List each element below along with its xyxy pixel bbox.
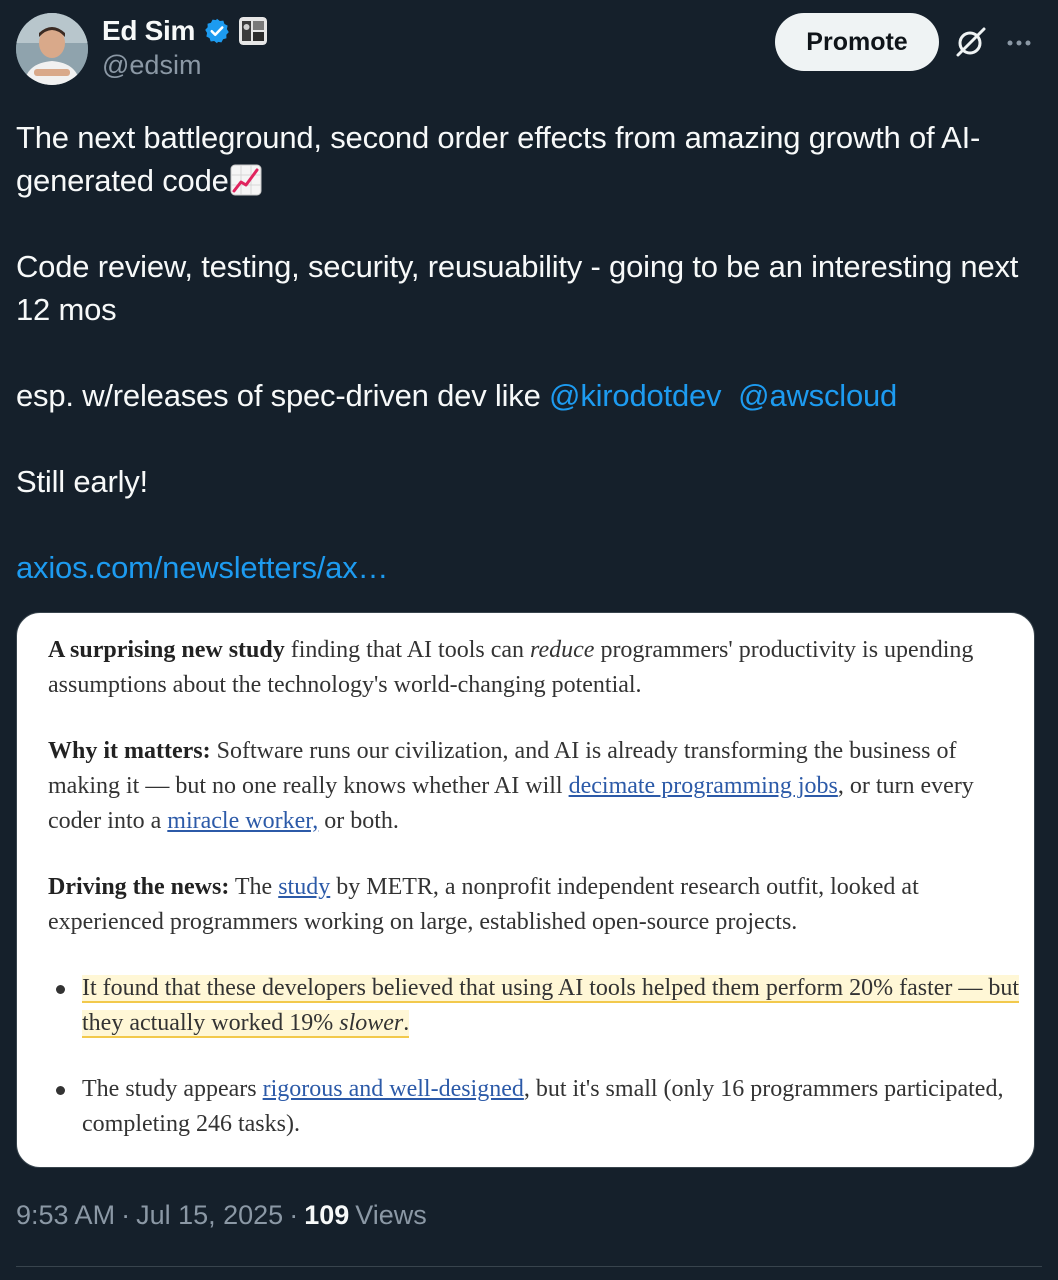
rigorous-link: rigorous and well-designed [262,1076,524,1102]
media-image-card[interactable] [16,612,1035,1168]
article-paragraph-2 [48,734,1028,839]
highlighted-finding [82,975,1019,1038]
p2-text-a: Software runs our civilization, and AI is already transforming the business of making it — but no one really knows whether AI will [48,738,957,799]
tweet-line-1 [16,116,1036,202]
miracle-worker-link: miracle worker, [167,808,319,834]
p1-text-b: programmers' productivity is upending assumptions about the technology's world-changing potential. [48,637,974,698]
bullet-dot [56,1086,65,1095]
promote-button[interactable]: Promote [775,13,939,71]
chart-increasing-emoji-icon [230,164,262,196]
bullet-1 [48,971,1028,1041]
tweet-line-4: Still early! [16,464,148,499]
b1-text-b: . [403,1010,410,1036]
article-paragraph-1 [48,633,1028,703]
author-name-row [102,13,267,49]
article-excerpt [48,633,1028,1142]
user-avatar-icon [16,13,88,85]
mention-awscloud[interactable]: @awscloud [738,378,898,413]
p1-bold: A surprising new study [48,637,285,663]
bullet-dot [56,985,65,994]
b1-text-a: It found that these developers believed that using AI tools helped them perform 20% faster — but they actually worked 19% [82,975,1020,1036]
study-link: study [278,874,331,900]
p2-bold: Why it matters: [48,738,211,764]
tweet-line-3-text: esp. w/releases of spec-driven dev like [16,378,550,413]
avatar[interactable] [16,13,88,85]
author-handle[interactable]: @edsim [102,50,202,80]
tweet-line-2: Code review, testing, security, reusuability - going to be an interesting next 12 mos [16,249,1019,327]
decimate-jobs-link: decimate programming jobs [568,773,838,799]
affiliate-label-icon[interactable] [239,17,267,45]
p1-em: reduce [530,637,595,663]
p2-text-b: , or turn every coder into a [48,773,974,834]
more-dots-icon[interactable] [1002,26,1036,60]
meta-separator: · [121,1200,131,1230]
p1-text-a: finding that AI tools can [284,637,531,663]
tweet-line-3 [16,374,1036,417]
p3-text-a: The [229,874,279,900]
tweet-line-1-text: The next battleground, second order effects from amazing growth of AI-generated code [16,120,981,198]
p2-text-c: or both. [318,808,399,834]
tweet-date[interactable]: Jul 15, 2025 [136,1200,284,1230]
p3-bold: Driving the news: [48,874,230,900]
grok-icon[interactable] [953,24,989,60]
meta-separator: · [289,1200,299,1230]
mention-kirodotdev[interactable]: @kirodotdev [549,378,722,413]
author-display-name[interactable]: Ed Sim [102,15,196,46]
tweet-time[interactable]: 9:53 AM [16,1200,116,1230]
article-link[interactable]: axios.com/newsletters/ax… [16,550,389,585]
article-bullets [48,971,1028,1142]
tweet-meta [16,1200,427,1231]
bullet-2 [48,1072,1028,1142]
b2-text-b: , but it's small (only 16 programmers participated, completing 246 tasks). [82,1076,1004,1137]
divider [16,1266,1042,1267]
article-paragraph-3 [48,870,1028,940]
p3-text-b: by METR, a nonprofit independent research outfit, looked at experienced programmers working on large, established open-source projects. [48,874,919,935]
views-label[interactable]: Views [355,1200,427,1230]
b2-text-a: The study appears [82,1076,263,1102]
views-count[interactable]: 109 [304,1200,350,1230]
tweet-text [16,116,1036,589]
verified-badge-icon[interactable] [203,17,231,45]
b1-em: slower [339,1010,404,1036]
